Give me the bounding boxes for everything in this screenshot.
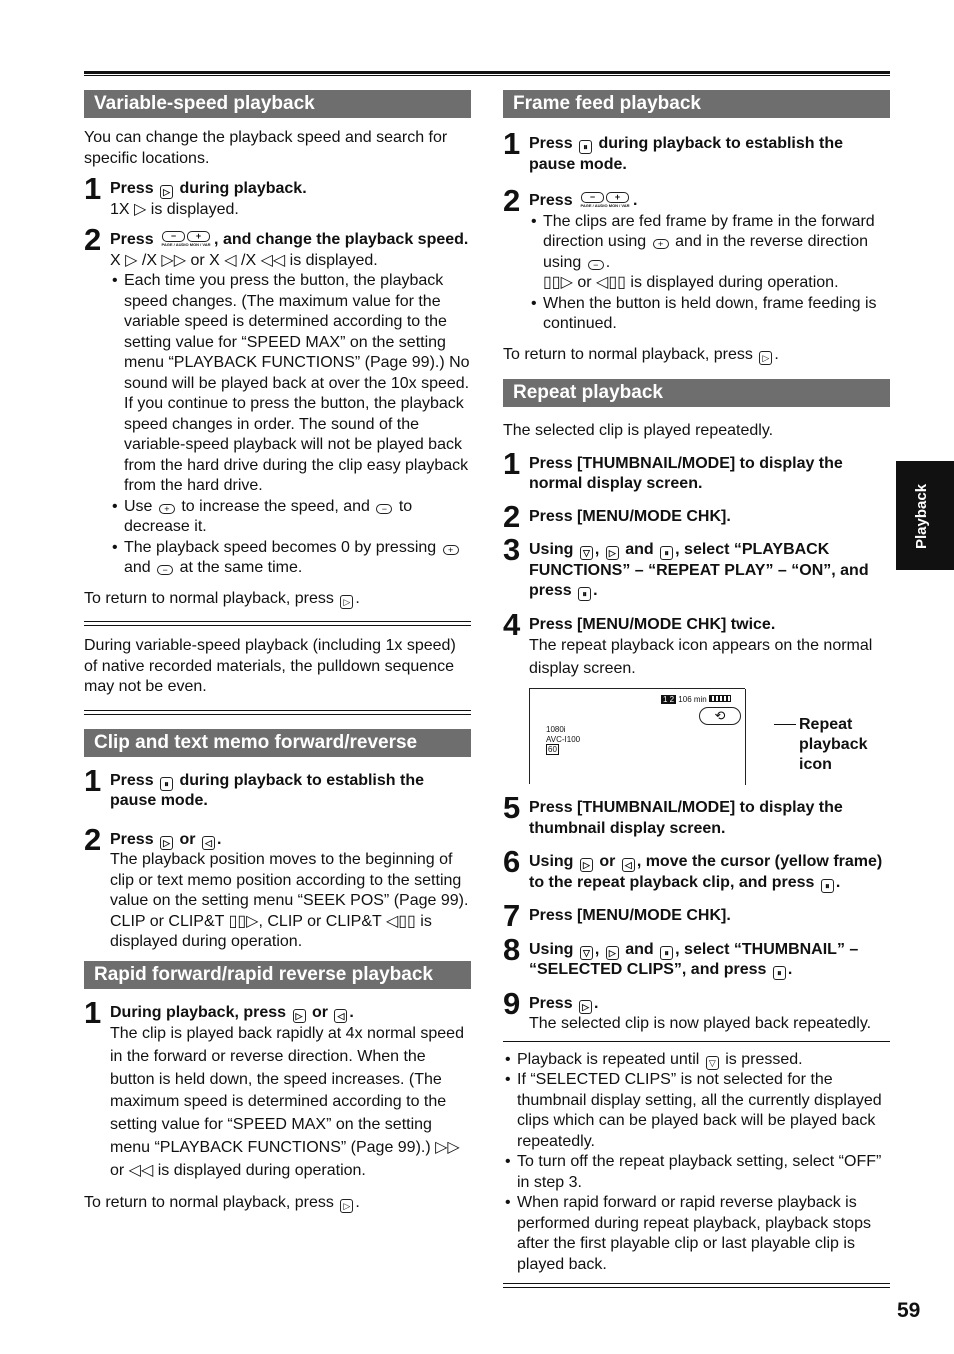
step-text: Using <box>529 853 574 870</box>
step-1 <box>503 445 890 495</box>
step-number: 1 <box>503 445 521 481</box>
callout-label <box>799 715 867 775</box>
frame-rate-badge: 60 <box>548 745 557 754</box>
minus-icon: − <box>162 231 185 242</box>
step-text: , and change the playback speed. <box>214 231 469 248</box>
rewind-button-icon: ◁ <box>334 1009 347 1023</box>
repeat-playback-icon: ⟲ <box>699 707 741 725</box>
minus-icon: − <box>588 260 604 270</box>
pause-button-icon: ⏸ <box>660 546 673 560</box>
pause-button-icon: ⏸ <box>160 777 173 791</box>
bullet-text: The clips are fed frame by frame in the forward direction using <box>543 212 875 250</box>
bullet-text: ▯▯▷ or ◁▯▯ is displayed during operation. <box>543 274 839 291</box>
remaining-time: 106 min <box>678 695 707 704</box>
screen-status <box>661 695 731 705</box>
play-button-icon: ▷ <box>160 185 173 199</box>
step-1: 1 During playback, press ▷ or ◁ . The clip is played back rapidly at 4x normal speed in the forward or reverse direction. When the button is held down, the speed increases. (The maximum speed is determined according to the setting value for “SPEED MAX” on the setting menu “PLAYBACK FUNCTIONS” (Page 99).) ▷▷ or ◁◁ is displayed during operation. <box>84 1003 471 1183</box>
step-text: Using <box>529 940 574 958</box>
play-button-icon: ▷ <box>606 546 619 560</box>
minus-plus-button-icon <box>161 231 211 247</box>
note-rule-bottom <box>84 710 471 715</box>
battery-icon <box>709 695 731 702</box>
left-column <box>84 90 471 1213</box>
side-tab <box>896 461 954 570</box>
step-text: and <box>625 541 654 558</box>
step-number: 1 <box>503 126 521 161</box>
step-number: 2 <box>84 222 102 257</box>
bullet-text: The playback speed becomes 0 by pressing <box>124 538 437 556</box>
note-rule-top <box>84 621 471 626</box>
step-body: The clip is played back rapidly at 4x normal speed in the forward or reverse direction. When the button is held down, the speed increases. (The maximum speed is determined according to the setting value for “SPEED MAX” on the setting menu “PLAYBACK FUNCTIONS” (Page 99).) ▷▷ or ◁◁ is displayed during operation. <box>110 1025 464 1179</box>
step-text: Press [THUMBNAIL/MODE] to display the thumbnail display screen. <box>529 799 843 837</box>
rewind-button-icon: ◁ <box>622 858 635 872</box>
step-6: 6 Using ▷ or ◁ , move the cursor (yellow frame) to the repeat playback clip, and press ⏸ . <box>503 844 883 891</box>
bullet-item <box>110 538 471 579</box>
bullet-text: is pressed. <box>725 1050 803 1068</box>
minus-icon: − <box>581 192 604 203</box>
step-text: Press <box>110 771 154 789</box>
screen-frame <box>530 689 746 785</box>
screen-format <box>546 725 580 755</box>
note-rule-bottom <box>503 1283 890 1288</box>
side-tab-label: Playback <box>913 483 930 549</box>
minus-icon: − <box>376 504 392 514</box>
bullet-item: • The clips are fed frame by frame in the forward direction using + and in the reverse direction using − . ▯▯▷ or ◁▯▯ is displayed during operation. <box>529 212 890 294</box>
step-text: during playback. <box>179 180 307 197</box>
pause-button-icon: ⏸ <box>578 587 591 601</box>
step-body: X ▷ /X ▷▷ or X ◁ /X ◁◁ is displayed. <box>110 251 378 269</box>
step-body: 1X ▷ is displayed. <box>110 200 239 218</box>
bullet-item: • Each time you press the button, the playback speed changes. (The maximum value for the variable speed is determined according to the setting value for “SPEED MAX” on the setting menu “PLAYBACK FUNCTIONS” (Page 99).) No sound will be played back at over the 10x speed. If you continue to press the button, the playback speed changes in order. The sound of the variable-speed playback will not be played back from the hard drive during the clip easy playback from the hard drive. <box>110 271 471 497</box>
page-number: 59 <box>897 1299 921 1322</box>
plus-icon: + <box>653 239 669 249</box>
step-text: , select “PLAYBACK FUNCTIONS” – “REPEAT PLAY” – “ON”, and press <box>529 541 869 599</box>
callout-text: playback icon <box>799 736 868 773</box>
step-text: Press <box>110 231 154 248</box>
minus-icon: − <box>157 565 173 575</box>
intro-text: You can change the playback speed and search for specific locations. <box>84 129 448 167</box>
callout-line <box>774 724 796 725</box>
step-text: Press <box>529 135 573 152</box>
format-text: 1080i <box>546 725 566 734</box>
button-caption: PAGE / AUDIO MON / VAR <box>161 242 211 247</box>
intro-text: The selected clip is played repeatedly. <box>503 422 774 439</box>
return-text: To return to normal playback, press <box>503 345 753 363</box>
step-text: Press <box>110 830 154 848</box>
step-text: Press <box>110 180 154 197</box>
step-text: Using <box>529 541 574 558</box>
bullet-text: to decrease it. <box>124 497 413 535</box>
return-instruction: To return to normal playback, press ▷ . <box>84 1193 360 1211</box>
step-2 <box>503 498 890 534</box>
fast-forward-button-icon: ▷ <box>580 858 593 872</box>
step-body: The selected clip is now played back repeatedly. <box>529 1015 872 1032</box>
step-number: 3 <box>503 532 521 567</box>
bullet-item: • If “SELECTED CLIPS” is not selected for the thumbnail display setting, all the currently displayed clips which can be played back will be played back repeatedly. <box>503 1070 890 1152</box>
step-text: , select “THUMBNAIL” – “SELECTED CLIPS”, and press <box>529 940 859 978</box>
bullet-item <box>503 1050 890 1071</box>
bullet-text: Playback is repeated until <box>517 1050 700 1068</box>
step-number: 2 <box>503 498 521 534</box>
step-number: 1 <box>84 994 102 1030</box>
step-number: 8 <box>503 931 521 967</box>
return-text: To return to normal playback, press <box>84 1193 334 1211</box>
return-instruction: To return to normal playback, press ▷ . <box>503 345 779 363</box>
bullet-list <box>110 271 471 579</box>
step-4 <box>503 606 890 785</box>
bullet-text: at the same time. <box>179 559 303 576</box>
step-text: Press [MENU/MODE CHK]. <box>529 907 731 924</box>
step-text: or <box>311 1003 328 1021</box>
bullet-text: Use <box>124 497 153 515</box>
return-text: To return to normal playback, press <box>84 589 334 607</box>
step-5 <box>503 790 890 839</box>
plus-icon: + <box>159 504 175 514</box>
display-screen-illustration <box>529 688 868 784</box>
stop-button-icon: ▽ <box>580 946 593 960</box>
note-bullet-list <box>503 1050 890 1276</box>
pause-button-icon: ⏸ <box>773 966 786 980</box>
note-rule-top <box>503 1041 890 1044</box>
step-text: Press [THUMBNAIL/MODE] to display the normal display screen. <box>529 454 843 492</box>
step-text: Press [MENU/MODE CHK]. <box>529 507 731 525</box>
bullet-text: and in the reverse direction using <box>543 233 869 271</box>
play-button-icon: ▷ <box>606 946 619 960</box>
stop-button-icon: ▽ <box>580 546 593 560</box>
right-column <box>503 90 890 1288</box>
stop-button-icon: ▽ <box>706 1056 719 1070</box>
pause-button-icon: ⏸ <box>660 946 673 960</box>
step-text: , move the cursor (yellow frame) to the repeat playback clip, and press <box>529 853 883 891</box>
step-2: 2 Press − + PAGE / AUDIO MON / VAR . • The clips are fed frame by frame in the forward direction using + and in the reverse direction using − . ▯▯▷ or ◁▯▯ is displayed during operation. • When the button is held down, frame feeding is continued. <box>503 191 890 335</box>
bullet-item <box>110 497 471 538</box>
step-number: 4 <box>503 606 521 642</box>
play-button-icon: ▷ <box>340 1199 353 1213</box>
top-rule <box>84 71 890 76</box>
plus-icon: + <box>187 231 210 242</box>
section-heading-repeat: Repeat playback <box>503 379 890 407</box>
section-heading-clip-memo: Clip and text memo forward/reverse <box>84 729 471 757</box>
step-text: during playback to establish the pause mode. <box>529 135 843 173</box>
bullet-text: and <box>124 559 151 576</box>
play-button-icon: ▷ <box>340 595 353 609</box>
bullet-text: to increase the speed, and <box>181 497 370 515</box>
slot-indicator: 1 2 <box>662 695 675 704</box>
section-heading-frame-feed: Frame feed playback <box>503 90 890 118</box>
step-1 <box>84 762 471 812</box>
step-9: 9 Press ▷ . The selected clip is now played back repeatedly. <box>503 994 890 1035</box>
step-1 <box>503 126 890 175</box>
button-caption: PAGE / AUDIO MON / VAR <box>580 203 630 208</box>
step-text: Press <box>529 994 573 1012</box>
plus-icon: + <box>443 545 459 555</box>
play-button-icon: ▷ <box>759 351 772 365</box>
section-heading-variable-speed: Variable-speed playback <box>84 90 471 118</box>
step-text: during playback to establish the pause mode. <box>110 771 424 809</box>
play-button-icon: ▷ <box>579 1000 592 1014</box>
return-instruction: To return to normal playback, press ▷ . <box>84 589 360 607</box>
step-2 <box>84 222 471 579</box>
step-number: 6 <box>503 844 521 879</box>
step-8: 8 Using ▽ , ▷ and ⏸ , select “THUMBNAIL” – “SELECTED CLIPS”, and press ⏸ . <box>503 931 859 978</box>
step-7 <box>503 898 890 933</box>
plus-icon: + <box>606 192 629 203</box>
format-text: AVC-I100 <box>546 735 581 744</box>
fast-forward-button-icon: ▷ <box>293 1009 306 1023</box>
step-number: 1 <box>84 762 102 798</box>
note-text: During variable-speed playback (including 1x speed) of native recorded materials, the pulldown sequence may not be even. <box>84 637 456 695</box>
minus-plus-button-icon <box>580 192 630 208</box>
step-text: and <box>625 940 654 958</box>
step-number: 9 <box>503 985 521 1021</box>
step-number: 1 <box>84 171 102 206</box>
rewind-button-icon: ◁ <box>202 836 215 850</box>
step-3: 3 Using ▽ , ▷ and ⏸ , select “PLAYBACK FUNCTIONS” – “REPEAT PLAY” – “ON”, and press ⏸ . <box>503 532 869 599</box>
bullet-list <box>529 212 890 335</box>
step-text: During playback, press <box>110 1003 287 1021</box>
bullet-item: • To turn off the repeat playback setting, select “OFF” in step 3. <box>503 1152 890 1193</box>
step-text: or <box>599 853 616 870</box>
bullet-item: • When rapid forward or rapid reverse playback is performed during repeat playback, playback stops after the first playable clip or last playable clip is played back. <box>503 1193 890 1275</box>
step-text: Press [MENU/MODE CHK] twice. <box>529 615 776 633</box>
fast-forward-button-icon: ▷ <box>160 836 173 850</box>
pause-button-icon: ⏸ <box>579 140 592 154</box>
step-text: Press <box>529 192 573 209</box>
pause-button-icon: ⏸ <box>821 879 834 893</box>
step-body: The playback position moves to the beginning of clip or text memo position according to the setting value on the setting menu “SEEK POS” (Page 99). CLIP or CLIP&T ▯▯▷, CLIP or CLIP&T ◁▯▯ is displayed during operation. <box>110 851 469 950</box>
step-body: The repeat playback icon appears on the normal display screen. <box>529 637 873 677</box>
step-number: 7 <box>503 898 521 933</box>
step-1 <box>84 171 471 220</box>
step-number: 2 <box>84 821 102 857</box>
section-heading-rapid: Rapid forward/rapid reverse playback <box>84 961 471 989</box>
step-number: 5 <box>503 790 521 825</box>
step-2: 2 Press ▷ or ◁ . The playback position moves to the beginning of clip or text memo position according to the setting value on the setting menu “SEEK POS” (Page 99). CLIP or CLIP&T ▯▯▷, CLIP or CLIP&T ◁▯▯ is displayed during operation. <box>84 830 471 953</box>
bullet-item: • When the button is held down, frame feeding is continued. <box>529 294 890 335</box>
step-number: 2 <box>503 183 521 218</box>
callout-text: Repeat <box>799 716 853 733</box>
step-text: or <box>179 830 196 848</box>
